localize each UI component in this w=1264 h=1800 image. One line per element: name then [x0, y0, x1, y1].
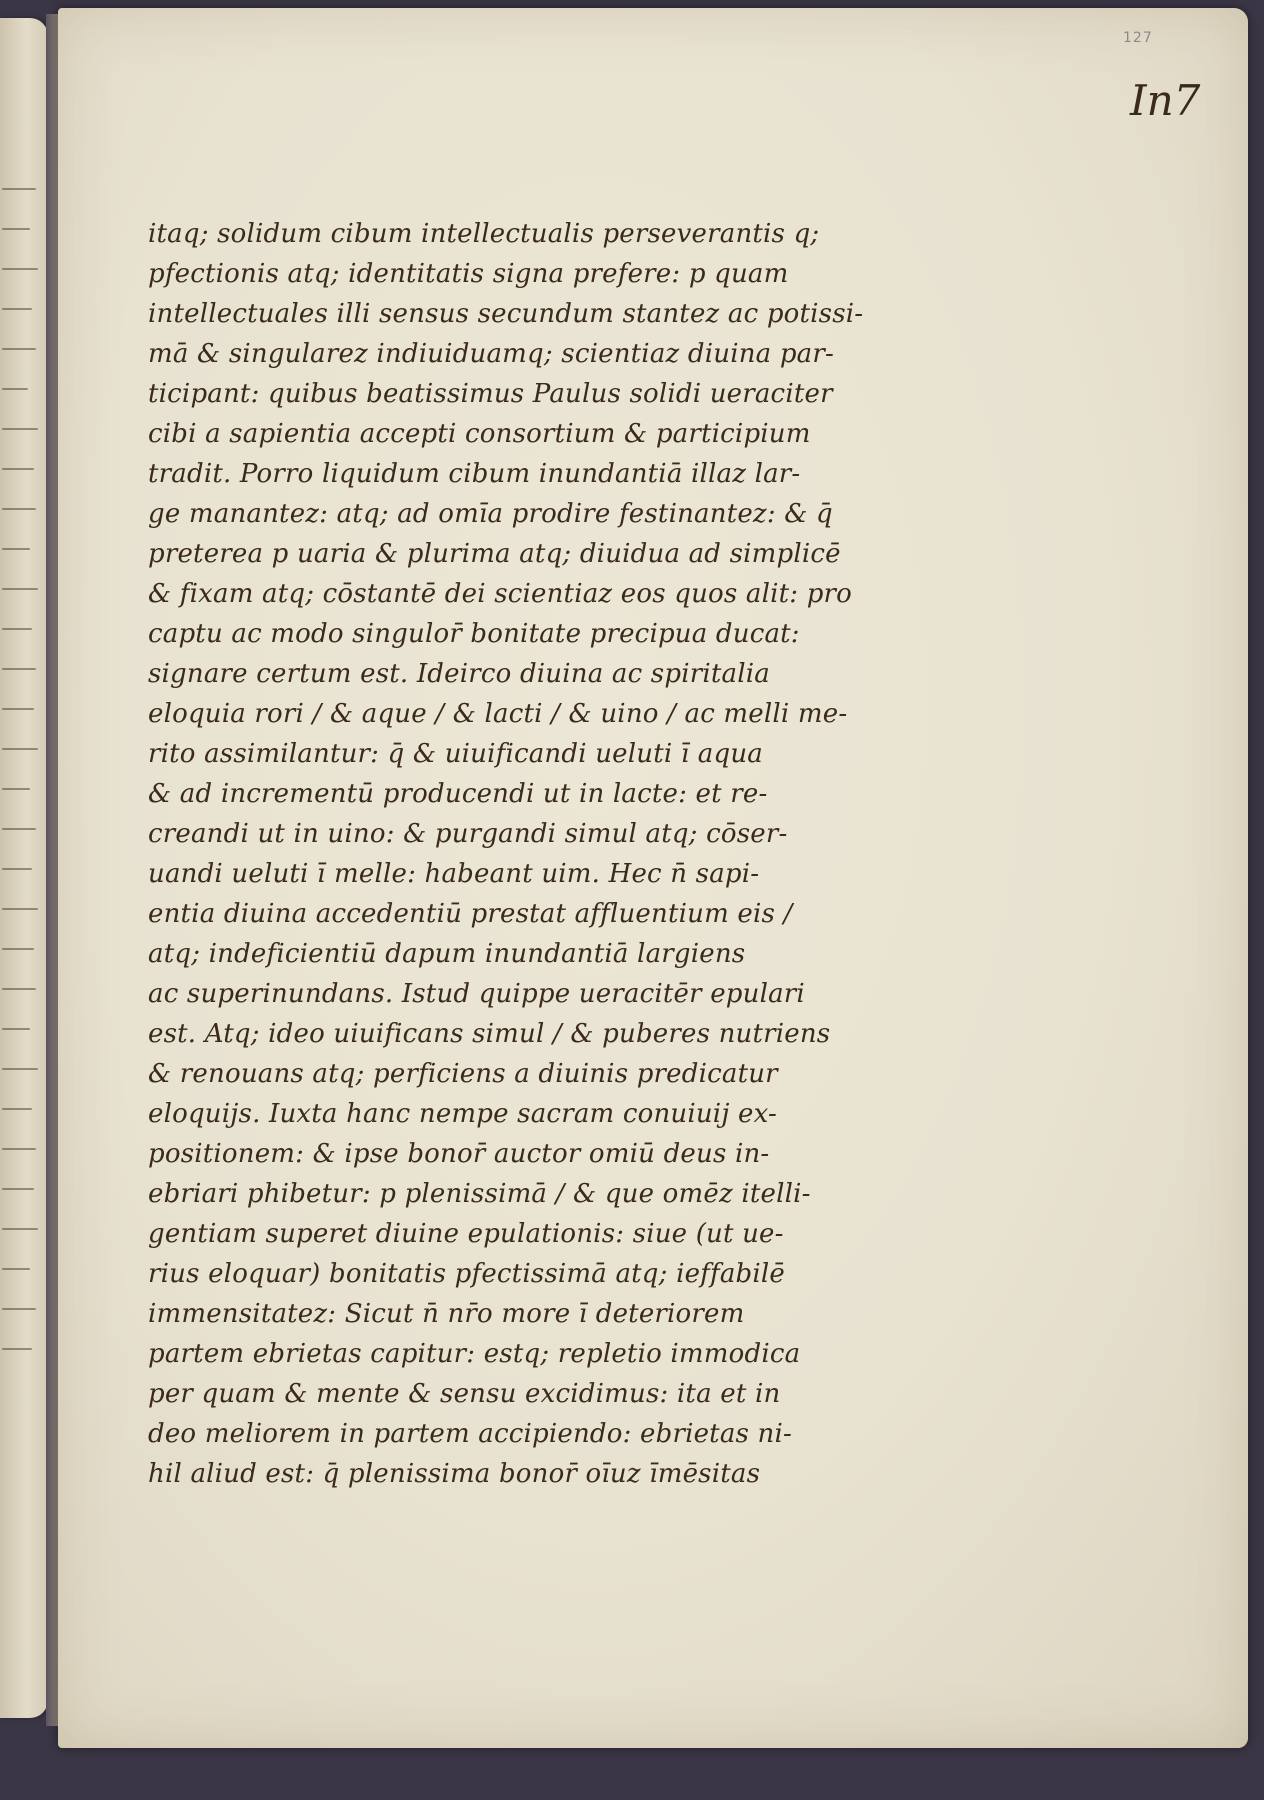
text-line: deo meliorem in partem accipiendo: ebrietas ni-: [148, 1419, 792, 1449]
text-line: preterea p uaria & plurima atq; diuidua ad simplicē: [148, 539, 841, 569]
text-line: positionem: & ipse bonor̄ auctor omiū deus in-: [148, 1139, 770, 1169]
text-line: ac superinundans. Istud quippe ueracitēr epulari: [148, 979, 805, 1009]
text-line: creandi ut in uino: & purgandi simul atq; cōser-: [148, 819, 788, 849]
text-line: intellectuales illi sensus secundum stantez ac potissi-: [148, 299, 864, 329]
text-line: immensitatez: Sicut n̄ nr̄o more ī deteriorem: [148, 1299, 745, 1329]
text-line: & ad incrementū producendi ut in lacte: et re-: [148, 779, 768, 809]
text-line: rius eloquar) bonitatis pfectissimā atq; ieffabilē: [148, 1259, 785, 1289]
text-line: per quam & mente & sensu excidimus: ita et in: [148, 1379, 781, 1409]
text-line: entia diuina accedentiū prestat affluentium eis /: [148, 899, 793, 929]
text-line: ticipant: quibus beatissimus Paulus solidi ueraciter: [148, 379, 833, 409]
text-line: tradit. Porro liquidum cibum inundantiā illaz lar-: [148, 459, 801, 489]
text-line: eloquijs. Iuxta hanc nempe sacram conuiuij ex-: [148, 1099, 778, 1129]
text-line: ebriari phibetur: p plenissimā / & que omēz itelli-: [148, 1179, 811, 1209]
text-line: & renouans atq; perficiens a diuinis predicatur: [148, 1059, 778, 1089]
manuscript-leaf: [58, 8, 1248, 1748]
text-line: cibi a sapientia accepti consortium & participium: [148, 419, 811, 449]
text-line: signare certum est. Ideirco diuina ac spiritalia: [148, 659, 770, 689]
pencil-folio-number: 127: [1123, 30, 1153, 46]
text-line: pfectionis atq; identitatis signa prefere: p quam: [148, 259, 789, 289]
text-line: itaq; solidum cibum intellectualis perseverantis q;: [148, 219, 820, 249]
manuscript-text: [148, 214, 938, 1494]
text-line: hil aliud est: q̄ plenissima bonor̄ oīuz īmēsitas: [148, 1459, 761, 1489]
text-line: uandi ueluti ī melle: habeant uim. Hec n̄ sapi-: [148, 859, 760, 889]
text-line: est. Atq; ideo uiuificans simul / & puberes nutriens: [148, 1019, 831, 1049]
text-line: eloquia rori / & aque / & lacti / & uino / ac melli me-: [148, 699, 848, 729]
text-line: atq; indeficientiū dapum inundantiā largiens: [148, 939, 746, 969]
text-line: rito assimilantur: q̄ & uiuificandi ueluti ī aqua: [148, 739, 763, 769]
text-line: ge manantez: atq; ad omīa prodire festinantez: & q̄: [148, 499, 833, 529]
ink-folio-number: In7: [1130, 76, 1201, 125]
text-line: partem ebrietas capitur: estq; repletio immodica: [148, 1339, 801, 1369]
text-line: captu ac modo singulor̄ bonitate precipua ducat:: [148, 619, 800, 649]
text-line: mā & singularez indiuiduamq; scientiaz diuina par-: [148, 339, 834, 369]
text-line: gentiam superet diuine epulationis: siue (ut ue-: [148, 1219, 784, 1249]
previous-page-edge: [0, 18, 48, 1718]
text-line: & fixam atq; cōstantē dei scientiaz eos quos alit: pro: [148, 579, 853, 609]
